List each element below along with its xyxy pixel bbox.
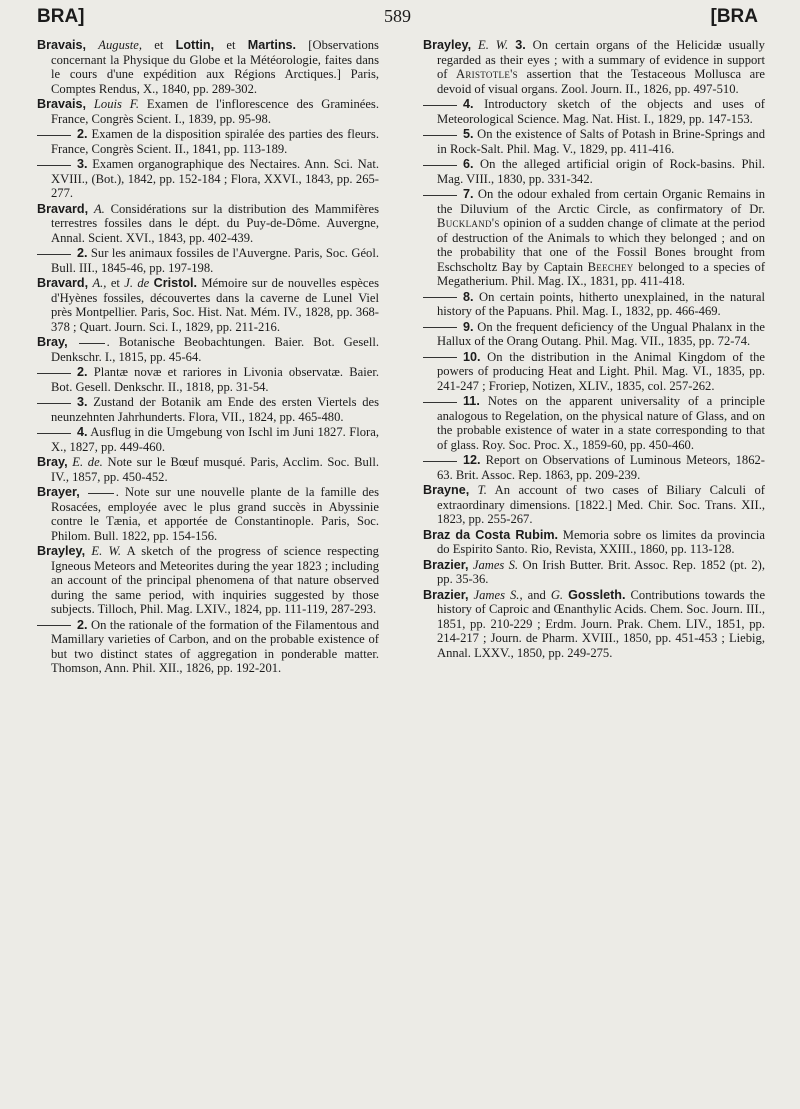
entry-text: Ausflug in die Umgebung von Ischl im Juni 1827. Flora, X., 1827, pp. 449-460. <box>51 425 379 454</box>
page-number: 589 <box>384 6 411 26</box>
bibliography-entry <box>423 528 765 557</box>
author-name: Brazier, <box>423 587 469 602</box>
bibliography-entry <box>37 485 379 543</box>
author-name: Bray, <box>37 335 68 349</box>
entry-number: 3. <box>515 38 526 52</box>
page-header <box>37 6 758 40</box>
bibliography-entry <box>37 97 379 126</box>
bibliography-entry <box>37 246 379 275</box>
entry-number: 2. <box>77 617 88 632</box>
bibliography-entry <box>423 290 765 319</box>
ditto-dash <box>423 357 457 358</box>
entry-number: 6. <box>463 157 474 171</box>
author-name: Brayne, <box>423 483 470 497</box>
author-name: Bravard, <box>37 276 89 290</box>
coauthor-given-name: J. de <box>124 276 150 290</box>
entry-text: [Observations concernant la Physique du Globe et la Météorologie, faites dans le cours d'une expédition aux Régions Arctiques.] Paris, Comptes Rendus, X., 1840, pp. 289-302. <box>51 38 379 96</box>
ditto-dash <box>37 254 71 255</box>
entry-text: On the existence of Salts of Potash in Brine-Springs and in Rock-Salt. Phil. Mag. V., 1829, pp. 411-416. <box>437 127 765 156</box>
connector-text: and <box>527 587 546 602</box>
entry-text: belonged to a species of Megatherium. Phil. Mag. IX., 1831, pp. 411-418. <box>437 259 766 288</box>
coauthor-name: Gossleth. <box>568 587 626 602</box>
entry-text: Examen de la disposition spiralée des parties des fleurs. France, Congrès Scient. II., 1841, pp. 113-189. <box>51 127 379 156</box>
author-given-name: James S. <box>472 557 519 572</box>
cited-name: Buckland's <box>437 216 500 230</box>
bibliography-entry <box>423 483 765 527</box>
entry-text: Note sur le Bœuf musqué. Paris, Acclim. Soc. Bull. IV., 1857, pp. 450-452. <box>51 455 379 484</box>
entry-text: Sur les animaux fossiles de l'Auvergne. Paris, Soc. Géol. Bull. III., 1845-46, pp. 197-198. <box>51 246 379 275</box>
entry-number: 5. <box>463 127 474 141</box>
bibliography-entry <box>37 335 379 364</box>
entry-text: assertion that the Testaceous Mollusca are devoid of visual organs. Zool. Journ. II., 1826, pp. 497-510. <box>437 67 765 96</box>
bibliography-entry <box>37 276 379 334</box>
ditto-dash <box>423 327 457 328</box>
author-name: Brayley, <box>37 544 86 558</box>
author-name: Brayer, <box>37 485 80 499</box>
author-given-name: E. W. <box>91 544 121 558</box>
ditto-dash <box>423 402 457 403</box>
author-given-name: James S., <box>473 587 523 602</box>
entry-text: Mémoire sur de nouvelles espèces d'Hyènes fossiles, découvertes dans la caverne de Lunel Viel près Montpellier. Paris, Soc. Hist. Nat. Mém. IV., 1828, pp. 368-378 ; Quart. Journ. Sci. I., 1829, pp. 211-216. <box>51 276 379 334</box>
entry-text: Report on Observations of Luminous Meteors, 1862-63. Brit. Assoc. Rep. 1863, pp. 209-239. <box>437 453 765 482</box>
entry-text: Memoria sobre os limites da provincia do Espirito Santo. Rio, Revista, XXIII., 1860, pp. 113-128. <box>437 527 766 556</box>
entry-text: Notes on the apparent universality of a principle analogous to Regelation, on the physical nature of Glass, and on the probable existence of water in a state corresponding to that of glass. Roy. Soc. Proc. X., 1859-60, pp. 450-460. <box>437 394 765 452</box>
author-name: Bravais, <box>37 97 87 111</box>
right-column <box>423 38 765 661</box>
entry-number: 4. <box>463 97 474 111</box>
ditto-dash <box>423 297 457 298</box>
connector-text: et <box>154 38 164 52</box>
entry-text: On the rationale of the formation of the Filamentous and Mamillary varieties of Carbon, and on the probable existence of but two distinct states of aggregation in ponderable matter. Thomson, Ann. Phil. XII., 1826, pp. 192-201. <box>51 617 379 675</box>
author-name: Bravard, <box>37 201 89 216</box>
unknown-name-dash <box>88 493 114 494</box>
bibliography-entry <box>37 544 379 617</box>
author-name: Brayley, <box>423 38 472 52</box>
bibliography-entry <box>423 320 765 349</box>
bibliography-entry <box>37 395 379 424</box>
ditto-dash <box>37 403 71 404</box>
entry-number: 2. <box>77 127 88 141</box>
entry-text: On the odour exhaled from certain Organic Remains in the Diluvium of the Arctic Circle, as confirmatory of Dr. <box>437 187 765 216</box>
entry-number: 10. <box>463 349 481 364</box>
entry-text: On the alleged artificial origin of Rock-basins. Phil. Mag. VIII., 1830, pp. 331-342. <box>437 157 765 186</box>
entry-number: 4. <box>77 425 88 439</box>
header-left-range: BRA] <box>37 6 85 27</box>
entry-text: On Irish Butter. Brit. Assoc. Rep. 1852 (pt. 2), pp. 35-36. <box>437 557 765 586</box>
bibliography-entry <box>423 157 765 186</box>
author-name: Braz da Costa Rubim. <box>423 527 559 542</box>
bibliography-entry <box>423 38 765 96</box>
author-name: Brazier, <box>423 557 469 572</box>
author-given-name: E. W. <box>478 38 509 52</box>
bibliography-entry <box>423 350 765 394</box>
entry-text: Examen organographique des Nectaires. Ann. Sci. Nat. XVIII., (Bot.), 1842, pp. 152-184 ; Flora, XXVI., 1843, pp. 265-277. <box>51 157 379 200</box>
ditto-dash <box>423 105 457 106</box>
author-name: Bravais, <box>37 38 87 52</box>
bibliography-entry <box>37 202 379 246</box>
entry-text: A sketch of the progress of science respecting Igneous Meteors and Meteorites during the year 1823 ; including an account of the principal phenomena of that nature observed during the same period, with inquiries suggested by those subjects. Tilloch, Phil. Mag. LXIV., 1824, pp. 111-119, 287-293. <box>51 544 379 616</box>
connector-text: et <box>110 276 120 290</box>
ditto-dash <box>423 165 457 166</box>
bibliography-entry <box>423 187 765 289</box>
bibliography-entry <box>423 97 765 126</box>
bibliography-entry <box>37 425 379 454</box>
entry-text: Considérations sur la distribution des Mammifères terrestres fossiles dans le dépt. du Puy-de-Dôme. Auvergne, Annal. Scient. XVI., 1843, pp. 402-439. <box>51 201 379 245</box>
entry-text: Introductory sketch of the objects and uses of Meteorological Science. Mag. Nat. Hist. I., 1829, pp. 147-153. <box>437 97 765 126</box>
entry-number: 7. <box>463 187 474 201</box>
bibliography-entry <box>423 453 765 482</box>
entry-number: 9. <box>463 319 474 334</box>
bibliography-entry <box>423 558 765 587</box>
coauthor-given-name: G. <box>550 587 564 602</box>
entry-number: 2. <box>77 246 88 260</box>
entry-number: 3. <box>77 395 88 409</box>
entry-number: 2. <box>77 365 88 379</box>
entry-text: On certain points, hitherto unexplained, in the natural history of the Papuans. Phil. Mag. I., 1832, pp. 466-469. <box>437 289 765 318</box>
author-given-name: A., <box>92 276 107 290</box>
left-column <box>37 38 379 677</box>
entry-text: Zustand der Botanik am Ende des ersten Viertels des neunzehnten Jahrhunderts. Flora, VII., 1824, pp. 465-480. <box>51 395 379 424</box>
bibliography-entry <box>37 365 379 394</box>
author-given-name: Louis F. <box>93 97 140 111</box>
bibliography-entry <box>423 127 765 156</box>
entry-text: On the distribution in the Animal Kingdom of the powers of producing Heat and Light. Phil. Mag. VI., 1835, pp. 241-247 ; Froriep, Notizen, XLIV., 1835, col. 257-262. <box>437 349 765 393</box>
entry-text: On certain organs of the Helicidæ usually regarded as their eyes ; with a summary of evidence in support of <box>437 38 765 81</box>
entry-text: . Note sur une nouvelle plante de la famille des Rosacées, employée avec le plus grand succès in Abyssinie contre le Tænia, et apportée de Constantinople. Paris, Soc. Philom. Bull. 1822, pp. 154-156. <box>51 485 379 543</box>
author-given-name: Auguste, <box>98 38 143 52</box>
bibliography-entry <box>37 157 379 201</box>
entry-text: On the frequent deficiency of the Ungual Phalanx in the Hallux of the Orang Outang. Phil. Mag. VII., 1835, pp. 72-74. <box>437 319 765 348</box>
cited-name: Aristotle's <box>455 67 518 81</box>
coauthor-name: Lottin, <box>175 38 215 52</box>
bibliography-entry <box>37 455 379 484</box>
bibliography-entry <box>37 127 379 156</box>
ditto-dash <box>37 625 71 626</box>
entry-text: An account of two cases of Biliary Calculi of extraordinary dimensions. [1822.] Med. Chir. Soc. Trans. XII., 1823, pp. 255-267. <box>437 483 765 526</box>
ditto-dash <box>423 461 457 462</box>
bibliography-entry <box>423 394 765 452</box>
ditto-dash <box>37 433 71 434</box>
ditto-dash <box>37 373 71 374</box>
entry-number: 8. <box>463 289 474 304</box>
entry-text: opinion of a sudden change of climate at the period of destruction of the Animals to which they belonged ; and on the probability that one of the Fossil Bones brought from Eschscholtz Bay by Captain <box>437 216 766 274</box>
entry-text: . Botanische Beobachtungen. Baier. Bot. Gesell. Denkschr. I., 1815, pp. 45-64. <box>51 335 379 364</box>
ditto-dash <box>37 135 71 136</box>
coauthor-name: Martins. <box>247 38 297 52</box>
bibliography-entry <box>37 618 379 676</box>
bibliography-entry <box>423 588 765 661</box>
author-given-name: T. <box>477 483 487 497</box>
ditto-dash <box>37 165 71 166</box>
entry-text: Contributions towards the history of Caproic and Œnanthylic Acids. Chem. Soc. Journ. III., 1851, pp. 210-229 ; Erdm. Journ. Prak. Chem. LIV., 1851, pp. 214-217 ; Journ. de Pharm. XVIII., 1850, pp. 451-453 ; Liebig, Annal. LXXV., 1850, pp. 249-275. <box>437 587 766 660</box>
entry-number: 11. <box>463 394 480 408</box>
author-given-name: A. <box>93 201 105 216</box>
cited-name: Beechey <box>587 259 634 274</box>
author-name: Bray, <box>37 455 68 469</box>
header-right-range: [BRA <box>710 6 758 27</box>
entry-number: 3. <box>77 157 88 171</box>
bibliography-entry <box>37 38 379 96</box>
ditto-dash <box>423 195 457 196</box>
entry-text: Plantæ novæ et rariores in Livonia observatæ. Baier. Bot. Gesell. Denkschr. II., 1818, pp. 31-54. <box>51 365 379 394</box>
connector-text: et <box>226 38 236 52</box>
coauthor-name: Cristol. <box>153 276 198 290</box>
author-given-name: E. de. <box>72 455 103 469</box>
entry-text: Examen de l'inflorescence des Graminées. France, Congrès Scient. I., 1839, pp. 95-98. <box>51 97 379 126</box>
ditto-dash <box>423 135 457 136</box>
unknown-name-dash <box>79 343 105 344</box>
entry-number: 12. <box>463 453 481 467</box>
